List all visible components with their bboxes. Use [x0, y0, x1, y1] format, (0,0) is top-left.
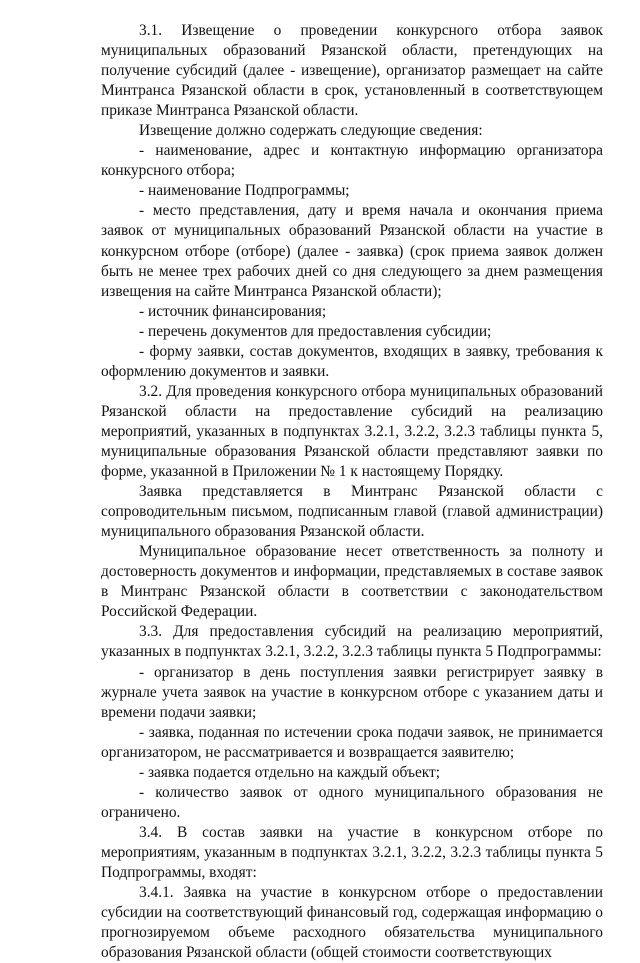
list-item-per-object: - заявка подается отдельно на каждый объект;: [139, 763, 441, 781]
paragraph-3-3: 3.3. Для предоставления субсидий на реализацию мероприятий, указанных в подпунктах 3.2.1, 3.2.2, 3.2.3 таблицы пункта 5 Подпрограммы:: [101, 623, 603, 661]
paragraph-3-4-1: 3.4.1. Заявка на участие в конкурсном отборе о предоставлении субсидии на соответствующий финансовый год, содержащая информацию о прогнозируемом объеме расходного обязательства муниципального образования Рязанской области (общей стоимости соответствующих: [101, 884, 603, 962]
list-item-application-form: - форму заявки, состав документов, входящих в заявку, требования к оформлению документов и заявки.: [101, 342, 603, 380]
list-item-place-and-dates: - место представления, дату и время начала и окончания приема заявок от муниципальных образований Рязанской области на участие в конкурсном отборе (отборе) (далее - заявка) (срок приема заявок должен быть не менее трех рабочих дней со дня следующего за днем размещения извещения на сайте Минтранса Рязанской области);: [101, 202, 603, 300]
paragraph-application-submission: Заявка представляется в Минтранс Рязанской области с сопроводительным письмом, подписанным главой (главой администрации) муниципального образования Рязанской области.: [101, 483, 603, 541]
paragraph-3-1: 3.1. Извещение о проведении конкурсного отбора заявок муниципальных образований Рязанской области, претендующих на получение субсидий (далее - извещение), организатор размещает на сайте Минтранса Рязанской области в срок, установленный в соответствующем приказе Минтранса Рязанской области.: [101, 22, 603, 120]
paragraph-notice-content: Извещение должно содержать следующие сведения:: [139, 122, 483, 140]
list-item-document-list: - перечень документов для предоставления субсидии;: [139, 322, 492, 340]
list-item-application-count: - количество заявок от одного муниципального образования не ограничено.: [101, 783, 603, 821]
paragraph-3-2: 3.2. Для проведения конкурсного отбора муниципальных образований Рязанской области на предоставление субсидий на реализацию мероприятий, указанных в подпунктах 3.2.1, 3.2.2, 3.2.3 таблицы пункта 5, муниципальные образования Рязанской области представляют заявки по форме, указанной в Приложении № 1 к настоящему Порядку.: [101, 382, 603, 481]
list-item-organizer-info: - наименование, адрес и контактную информацию организатора конкурсного отбора;: [101, 142, 603, 180]
list-item-funding-source: - источник финансирования;: [139, 302, 327, 320]
list-item-registration: - организатор в день поступления заявки регистрирует заявку в журнале учета заявок на участие в конкурсном отборе с указанием даты и времени подачи заявки;: [101, 663, 603, 721]
list-item-subprogram-name: - наименование Подпрограммы;: [139, 182, 350, 200]
paragraph-responsibility: Муниципальное образование несет ответственность за полноту и достоверность документов и информации, представляемых в составе заявок в Минтранс Рязанской области в соответствии с законодательством Российской Федерации.: [101, 543, 603, 621]
list-item-late-application: - заявка, поданная по истечении срока подачи заявок, не принимается организатором, не рассматривается и возвращается заявителю;: [101, 723, 603, 761]
paragraph-3-4: 3.4. В состав заявки на участие в конкурсном отборе по мероприятиям, указанным в подпунктах 3.2.1, 3.2.2, 3.2.3 таблицы пункта 5 Подпрограммы, входят:: [101, 823, 603, 881]
